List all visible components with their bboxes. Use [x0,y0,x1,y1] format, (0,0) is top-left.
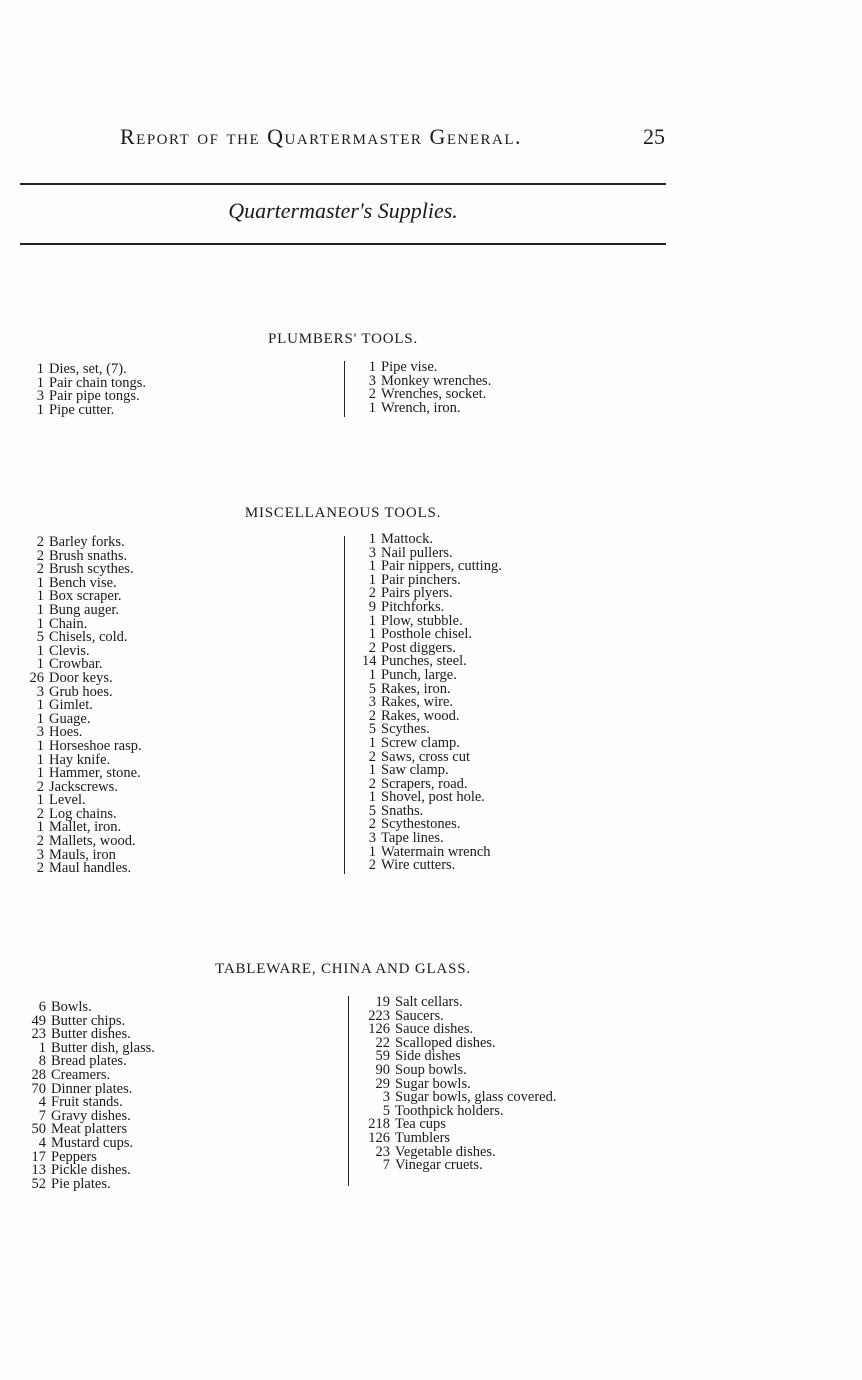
item-name: Chisels, cold. [49,629,128,646]
item-quantity: 3 [368,694,376,711]
item-quantity: 1 [36,697,44,714]
item-name: Bench vise. [49,574,117,591]
item-name: Butter chips. [51,1012,126,1029]
misc-tools-right-column [362,533,502,873]
item-quantity: 1 [36,765,44,782]
item-name: Creamers. [51,1066,111,1083]
item-quantity: 5 [36,629,44,646]
item-quantity: 7 [382,1157,390,1174]
item-name: Grub hoes. [49,683,113,700]
item-name: Dinner plates. [51,1080,133,1097]
section-subtitle: Quartermaster's Supplies. [228,198,458,223]
item-name: Toothpick holders. [395,1102,504,1119]
item-quantity: 13 [31,1162,46,1179]
item-name: Tea cups [395,1116,446,1133]
item-quantity: 1 [368,843,376,860]
plumbers-tools-heading: PLUMBERS' TOOLS. [268,331,418,347]
item-name: Vegetable dishes. [395,1143,496,1160]
item-quantity: 3 [36,724,44,741]
item-name: Mallet, iron. [49,819,122,836]
item-name: Brush snaths. [49,547,128,564]
item-name: Mauls, iron [49,846,116,863]
item-quantity: 29 [375,1075,390,1092]
item-quantity: 5 [368,802,376,819]
list-item [22,401,146,418]
item-quantity: 1 [36,374,44,391]
item-quantity: 2 [36,833,44,850]
item-quantity: 1 [368,359,376,375]
item-quantity: 3 [36,388,44,405]
item-name: Hammer, stone. [49,765,141,782]
misc-tools-left-column [22,536,142,876]
page-header [20,124,665,158]
item-quantity: 23 [375,1143,390,1160]
item-name: Scythes. [381,721,430,738]
item-quantity: 26 [29,669,44,686]
item-quantity: 6 [38,999,46,1015]
item-quantity: 2 [368,857,376,874]
item-quantity: 1 [36,642,44,659]
item-quantity: 1 [368,612,376,629]
item-name: Sugar bowls. [395,1075,471,1092]
plumbers-tools-right-column [362,361,491,415]
page-number: 25 [643,124,665,149]
item-name: Side dishes [395,1048,461,1065]
item-name: Pickle dishes. [51,1162,131,1179]
item-name: Sugar bowls, glass covered. [395,1089,557,1106]
item-name: Mattock. [381,531,433,547]
item-name: Box scraper. [49,588,122,605]
item-name: Hay knife. [49,751,111,768]
item-quantity: 1 [368,558,376,575]
item-quantity: 218 [368,1116,390,1133]
item-name: Plow, stubble. [381,612,463,629]
item-name: Pair chain tongs. [49,374,147,391]
item-name: Dies, set, (7). [49,361,127,377]
item-name: Level. [49,792,86,809]
item-name: Barley forks. [49,534,125,550]
item-quantity: 59 [375,1048,390,1065]
item-name: Peppers [51,1148,97,1165]
item-name: Scalloped dishes. [395,1034,496,1051]
item-quantity: 1 [36,737,44,754]
item-quantity: 23 [31,1026,46,1043]
item-quantity: 4 [38,1094,46,1111]
item-name: Wire cutters. [381,857,456,874]
item-name: Post diggers. [381,639,456,656]
item-name: Rakes, wire. [381,694,454,711]
item-quantity: 1 [368,571,376,588]
item-name: Jackscrews. [49,778,118,795]
item-quantity: 1 [36,615,44,632]
item-quantity: 70 [31,1080,46,1097]
item-name: Fruit stands. [51,1094,123,1111]
misc-tools-heading: MISCELLANEOUS TOOLS. [244,505,442,521]
item-quantity: 1 [368,789,376,806]
item-quantity: 126 [368,1129,390,1146]
item-name: Soup bowls. [395,1061,467,1078]
item-name: Butter dishes. [51,1026,131,1043]
item-quantity: 28 [31,1066,46,1083]
item-name: Bowls. [51,999,92,1015]
item-name: Butter dish, glass. [51,1039,155,1056]
item-quantity: 4 [38,1134,46,1151]
item-quantity: 1 [36,710,44,727]
item-quantity: 1 [368,626,376,643]
list-item [368,1159,556,1173]
item-name: Shovel, post hole. [381,789,485,806]
item-quantity: 2 [36,805,44,822]
item-quantity: 1 [36,574,44,591]
item-quantity: 90 [375,1061,390,1078]
item-name: Pair nippers, cutting. [381,558,502,575]
item-name: Bread plates. [51,1053,127,1070]
tableware-heading: TABLEWARE, CHINA AND GLASS. [215,961,471,977]
list-item [362,399,491,416]
item-quantity: 5 [382,1102,390,1119]
item-quantity: 3 [382,1089,390,1106]
item-name: Pitchforks. [381,598,445,615]
tableware-left-column [26,1001,155,1191]
item-quantity: 3 [368,544,376,561]
item-quantity: 3 [36,846,44,863]
item-name: Punch, large. [381,666,457,683]
item-quantity: 1 [368,399,376,416]
item-quantity: 19 [375,994,390,1010]
item-quantity: 7 [38,1107,46,1124]
item-quantity: 3 [36,683,44,700]
item-name: Brush scythes. [49,561,134,578]
item-name: Snaths. [381,802,424,819]
item-name: Bung auger. [49,601,120,618]
item-name: Hoes. [49,724,83,741]
item-quantity: 1 [36,819,44,836]
item-name: Pair pipe tongs. [49,388,140,405]
item-name: Log chains. [49,805,117,822]
item-name: Wrenches, socket. [381,386,487,403]
item-quantity: 223 [368,1007,390,1024]
item-quantity: 5 [368,680,376,697]
item-name: Pipe vise. [381,359,438,375]
item-quantity: 49 [31,1012,46,1029]
bottom-rule [20,243,666,245]
item-quantity: 2 [36,561,44,578]
item-quantity: 14 [362,653,377,670]
item-quantity: 126 [368,1021,390,1038]
item-name: Sauce dishes. [395,1021,474,1038]
item-quantity: 2 [368,816,376,833]
item-quantity: 3 [368,830,376,847]
item-quantity: 1 [36,361,44,377]
item-quantity: 1 [38,1039,46,1056]
list-item [362,859,502,873]
item-quantity: 1 [36,751,44,768]
item-name: Rakes, wood. [381,707,460,724]
column-divider [344,536,345,874]
item-name: Pipe cutter. [49,401,115,418]
item-name: Pairs plyers. [381,585,453,602]
item-name: Chain. [49,615,88,632]
item-name: Watermain wrench [381,843,491,860]
item-quantity: 50 [31,1121,46,1138]
item-name: Salt cellars. [395,994,463,1010]
item-name: Vinegar cruets. [395,1157,483,1174]
item-quantity: 17 [31,1148,46,1165]
item-quantity: 3 [368,372,376,389]
item-quantity: 2 [368,585,376,602]
item-name: Mustard cups. [51,1134,134,1151]
column-divider [344,361,345,417]
item-name: Nail pullers. [381,544,453,561]
item-name: Scythestones. [381,816,461,833]
item-quantity: 2 [368,748,376,765]
item-name: Saws, cross cut [381,748,471,765]
item-quantity: 2 [36,534,44,550]
list-item [26,1175,155,1192]
top-rule [20,183,666,185]
item-name: Crowbar. [49,656,103,673]
item-name: Saw clamp. [381,762,449,779]
item-name: Horseshoe rasp. [49,737,142,754]
item-name: Pair pinchers. [381,571,461,588]
item-quantity: 1 [36,401,44,418]
item-name: Saucers. [395,1007,444,1024]
item-quantity: 52 [31,1175,46,1192]
item-quantity: 1 [368,666,376,683]
item-quantity: 1 [36,656,44,673]
item-name: Rakes, iron. [381,680,451,697]
item-quantity: 2 [368,386,376,403]
item-quantity: 1 [36,588,44,605]
list-item [22,862,142,876]
item-quantity: 9 [368,598,376,615]
item-name: Tape lines. [381,830,444,847]
item-name: Maul handles. [49,860,132,877]
item-quantity: 5 [368,721,376,738]
column-divider [348,996,349,1186]
item-quantity: 1 [368,531,376,547]
item-quantity: 22 [375,1034,390,1051]
item-quantity: 2 [36,778,44,795]
item-name: Gravy dishes. [51,1107,131,1124]
item-name: Punches, steel. [381,653,467,670]
item-quantity: 2 [36,860,44,877]
item-quantity: 2 [368,707,376,724]
item-name: Scrapers, road. [381,775,468,792]
item-name: Mallets, wood. [49,833,136,850]
item-name: Guage. [49,710,91,727]
item-name: Monkey wrenches. [381,372,492,389]
item-quantity: 1 [36,601,44,618]
item-name: Door keys. [49,669,113,686]
item-quantity: 8 [38,1053,46,1070]
item-quantity: 2 [368,775,376,792]
item-name: Tumblers [395,1129,451,1146]
item-name: Gimlet. [49,697,93,714]
item-quantity: 1 [368,734,376,751]
item-name: Wrench, iron. [381,399,461,416]
item-quantity: 1 [36,792,44,809]
plumbers-tools-left-column [22,363,146,417]
item-name: Clevis. [49,642,90,659]
tableware-right-column [368,996,556,1173]
item-quantity: 2 [368,639,376,656]
item-name: Posthole chisel. [381,626,473,643]
running-title: Report of the Quartermaster General. [120,124,522,149]
item-name: Meat platters [51,1121,128,1138]
item-quantity: 2 [36,547,44,564]
item-name: Screw clamp. [381,734,460,751]
item-name: Pie plates. [51,1175,111,1192]
item-quantity: 1 [368,762,376,779]
